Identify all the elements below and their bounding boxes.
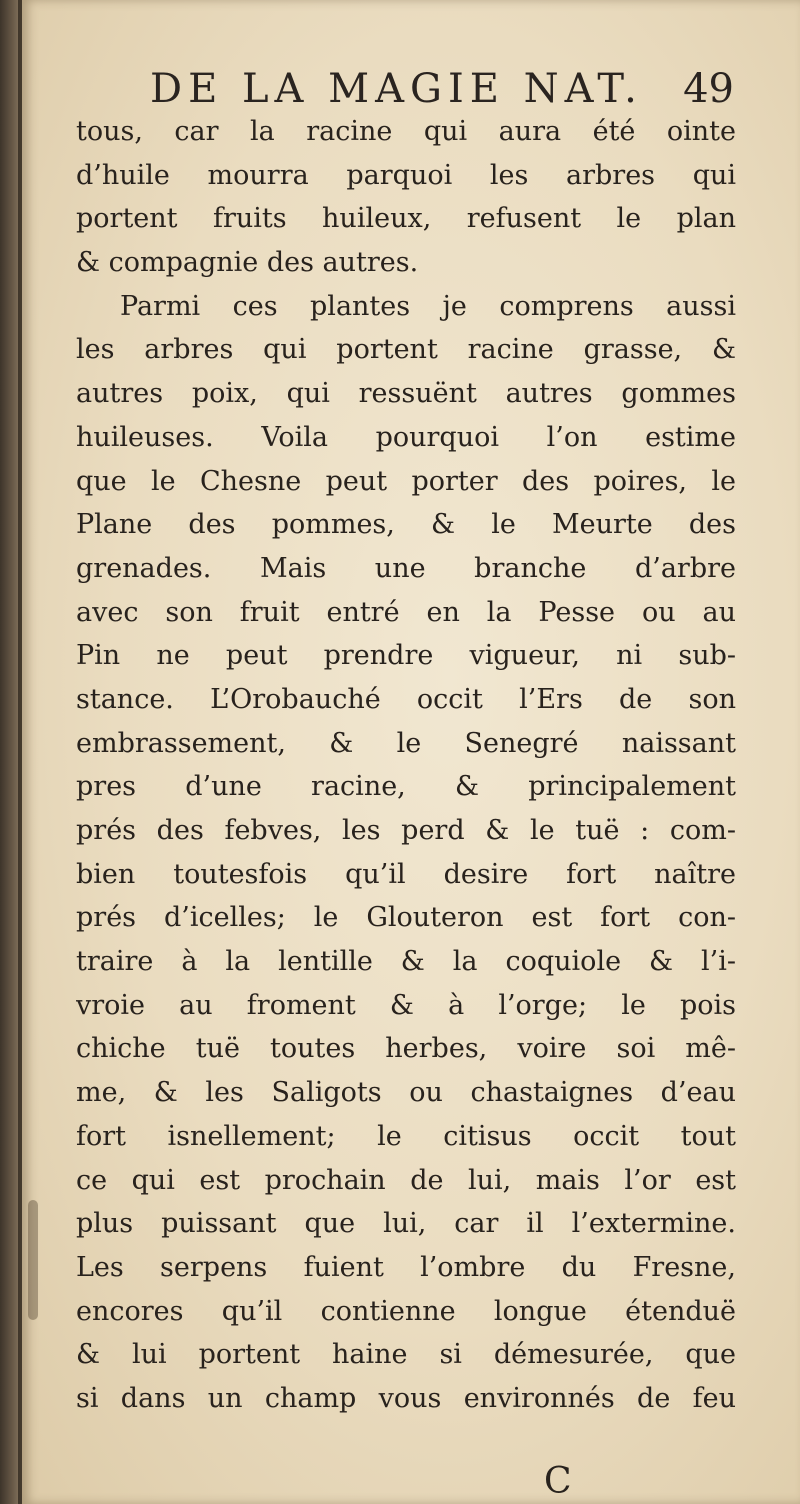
text-line: avec son fruit entré en la Pesse ou au <box>76 596 736 628</box>
text-line: pres d’une racine, & principalement <box>76 771 736 803</box>
text-line: Plane des pommes, & le Meurte des <box>76 509 736 541</box>
text-line: portent fruits huileux, refusent le plan <box>76 203 736 235</box>
text-line: que le Chesne peut porter des poires, le <box>76 465 736 497</box>
text-line: ce qui est prochain de lui, mais l’or est <box>76 1164 736 1196</box>
text-line: & lui portent haine si démesurée, que <box>76 1339 736 1371</box>
text-line: grenades. Mais une branche d’arbre <box>76 552 736 584</box>
text-line: embrassement, & le Senegré naissant <box>76 727 736 759</box>
text-line: autres poix, qui ressuënt autres gommes <box>76 378 736 410</box>
paper-stain <box>28 1200 38 1320</box>
text-line: traire à la lentille & la coquiole & l’i- <box>76 946 736 978</box>
text-line: d’huile mourra parquoi les arbres qui <box>76 159 736 191</box>
text-line: vroie au froment & à l’orge; le pois <box>76 989 736 1021</box>
text-line: fort isnellement; le citisus occit tout <box>76 1120 736 1152</box>
text-line: Parmi ces plantes je comprens aussi <box>120 290 736 322</box>
catchword: C <box>544 1461 572 1502</box>
text-line: les arbres qui portent racine grasse, & <box>76 334 736 366</box>
text-line: prés d’icelles; le Glouteron est fort con- <box>76 902 736 934</box>
page-number: 49 <box>683 66 734 112</box>
text-line: encores qu’il contienne longue étenduë <box>76 1295 736 1327</box>
text-line: stance. L’Orobauché occit l’Ers de son <box>76 683 736 715</box>
text-line: prés des febves, les perd & le tuë : com- <box>76 815 736 846</box>
text-line: me, & les Saligots ou chastaignes d’eau <box>76 1077 736 1109</box>
text-line: plus puissant que lui, car il l’extermine. <box>76 1208 736 1240</box>
body-text <box>76 110 736 1421</box>
text-line: Pin ne peut prendre vigueur, ni sub- <box>76 640 736 672</box>
text-line: Les serpens fuient l’ombre du Fresne, <box>76 1251 736 1283</box>
text-line: bien toutesfois qu’il desire fort naître <box>76 858 736 890</box>
text-line: huileuses. Voila pourquoi l’on estime <box>76 421 736 453</box>
text-line: tous, car la racine qui aura été ointe <box>76 116 736 147</box>
running-title: DE LA MAGIE NAT. <box>150 66 643 112</box>
text-line: & compagnie des autres. <box>76 247 419 279</box>
text-line: chiche tuë toutes herbes, voire soi mê- <box>76 1033 736 1065</box>
text-line: si dans un champ vous environnés de feu <box>76 1382 736 1414</box>
